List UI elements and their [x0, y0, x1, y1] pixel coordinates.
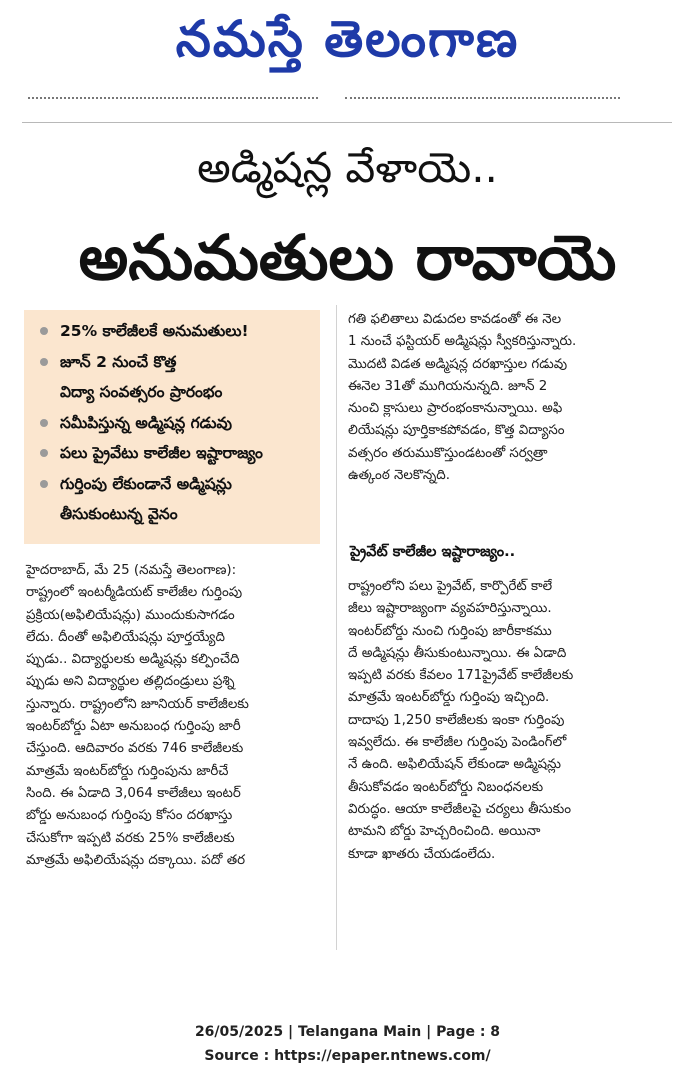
- highlight-text: తీసుకుంటున్న వైనం: [60, 505, 178, 523]
- body-line: కూడా ఖాతరు చేయడంలేదు.: [348, 846, 496, 862]
- bullet-icon: [40, 419, 48, 427]
- body-line: స్తున్నారు. రాష్ట్రంలోని జూనియర్ కాలేజీలకు: [26, 696, 249, 712]
- body-line: నే ఉంది. అఫిలియేషన్ లేకుండా అడ్మిషన్లు: [348, 757, 562, 773]
- article-body-left: [26, 560, 326, 872]
- body-line: లేదు. దీంతో అఫిలియేషన్లు పూర్తయ్యేది: [26, 629, 225, 645]
- bullet-icon: [40, 358, 48, 366]
- bullet-icon: [40, 449, 48, 457]
- body-line: రాష్ట్రంలో ఇంటర్మీడియట్ కాలేజీల గుర్తింపు: [26, 585, 243, 601]
- masthead: [0, 4, 695, 74]
- article-body-right-top: [348, 309, 648, 487]
- body-line: సింది. ఈ ఏడాది 3,064 కాలేజీలు ఇంటర్: [26, 785, 241, 801]
- body-line: విరుద్ధం. ఆయా కాలేజీలపై చర్యలు తీసుకుం: [348, 801, 572, 817]
- body-line: మాత్రమే అఫిలియేషన్లు దక్కాయి. పదో తర: [26, 852, 246, 868]
- body-line: 1 నుంచే ఫస్టియర్ అడ్మిషన్లు స్వీకరిస్తున్నారు.: [348, 334, 577, 350]
- masthead-dateline-strip: [28, 97, 318, 105]
- body-line: ఈనెల 31తో ముగియనున్నది. జూన్ 2: [348, 378, 548, 394]
- body-line: నుంచి క్లాసులు ప్రారంభంకానున్నాయి. అఫి: [348, 401, 563, 417]
- body-line: మొదటి విడత అడ్మిషన్ల దరఖాస్తుల గడువు: [348, 356, 568, 372]
- body-line: మాత్రమే ఇంటర్‌బోర్డు గుర్తింపును జారీచే: [26, 763, 229, 779]
- highlight-text: విద్యా సంవత్సరం ప్రారంభం: [60, 383, 223, 401]
- highlight-text: గుర్తింపు లేకుండానే అడ్మిషన్లు: [60, 474, 232, 493]
- footer-source: Source : https://epaper.ntnews.com/: [204, 1048, 491, 1064]
- highlight-text: సమీపిస్తున్న అడ్మిషన్ల గడువు: [60, 413, 232, 432]
- highlight-text: పలు ప్రైవేటు కాలేజీల ఇష్టారాజ్యం: [60, 444, 263, 462]
- body-line: ఉత్కంఠ నెలకొన్నది.: [348, 468, 451, 484]
- body-line: వత్సరం తరుముకొస్తుండటంతో సర్వత్రా: [348, 445, 548, 461]
- body-line: హైదరాబాద్, మే 25 (నమస్తే తెలంగాణ):: [26, 563, 237, 578]
- masthead-title: నమస్తే తెలంగాణ: [175, 10, 520, 68]
- highlight-item: [34, 438, 320, 469]
- body-line: మాత్రమే ఇంటర్‌బోర్డు గుర్తింపు ఇచ్చింది.: [348, 690, 550, 706]
- highlight-item-continuation: [34, 499, 320, 530]
- body-line: ఇంటర్‌బోర్డు నుంచి గుర్తింపు జారీకాకము: [348, 623, 552, 639]
- body-line: ఇప్పటి వరకు కేవలం 171ప్రైవేట్ కాలేజీలకు: [348, 668, 574, 684]
- article-body-right-bottom: [348, 576, 648, 866]
- bullet-icon: [40, 327, 48, 335]
- body-line: చేస్తుంది. ఆదివారం వరకు 746 కాలేజీలకు: [26, 741, 244, 757]
- body-line: ప్రక్రియ(అఫిలియేషన్లు) ముందుకుసాగడం: [26, 607, 235, 623]
- body-line: ప్పుడు.. విద్యార్థులకు అడ్మిషన్లు కల్పించేది: [26, 652, 240, 668]
- bullet-icon: [40, 480, 48, 488]
- body-line: ఇవ్వలేదు. ఈ కాలేజీల గుర్తింపు పెండింగ్‌లో: [348, 735, 567, 751]
- headline-line-1: అడ్మిషన్ల వేళాయె..: [197, 143, 498, 192]
- body-line: ప్పుడు అని విద్యార్థుల తల్లిదండ్రులు ప్రశ్ని: [26, 674, 235, 690]
- body-line: లియేషన్లు పూర్తికాకపోవడం, కొత్త విద్యాసం: [348, 423, 565, 439]
- body-line: టామని బోర్డు హెచ్చరించింది. అయినా: [348, 824, 541, 840]
- body-line: బోర్డు అనుబంధ గుర్తింపు కోసం దరఖాస్తు: [26, 808, 233, 824]
- body-line: గతి ఫలితాలు విడుదల కావడంతో ఈ నెల: [348, 312, 562, 327]
- highlight-item-continuation: [34, 377, 320, 408]
- body-line: దే అడ్మిషన్లు తీసుకుంటున్నాయి. ఈ ఏడాది: [348, 645, 567, 661]
- body-line: రాష్ట్రంలోని పలు ప్రైవేట్, కార్పొరేట్ కాలే: [348, 579, 553, 594]
- highlight-text: జూన్ 2 నుంచే కొత్త: [60, 352, 177, 371]
- body-line: చేసుకోగా ఇప్పటి వరకు 25% కాలేజీలకు: [26, 830, 235, 846]
- highlight-item: [34, 408, 320, 439]
- body-line: ఇంటర్‌బోర్డు ఏటా అనుబంధ గుర్తింపు జారీ: [26, 719, 241, 735]
- highlight-item: [34, 469, 320, 500]
- body-line: జీలు ఇష్టారాజ్యంగా వ్యవహరిస్తున్నాయి.: [348, 601, 552, 617]
- column-divider: [336, 305, 337, 950]
- body-line: దాదాపు 1,250 కాలేజీలకు ఇంకా గుర్తింపు: [348, 712, 565, 728]
- highlights-box: [24, 310, 320, 544]
- headline-line-2: అనుమతులు రావాయె: [78, 221, 617, 294]
- footer-dateline: 26/05/2025 | Telangana Main | Page : 8: [194, 1024, 501, 1040]
- masthead-rule: [22, 122, 672, 123]
- section-subhead: ప్రైవేట్ కాలేజీల ఇష్టారాజ్యం..: [350, 544, 516, 560]
- body-line: తీసుకోవడం ఇంటర్‌బోర్డు నిబంధనలకు: [348, 779, 544, 795]
- masthead-dateline-strip-right: [345, 97, 620, 105]
- highlight-item: [34, 347, 320, 378]
- highlight-item: [34, 316, 320, 347]
- highlight-text: 25% కాలేజీలకే అనుమతులు!: [60, 322, 249, 340]
